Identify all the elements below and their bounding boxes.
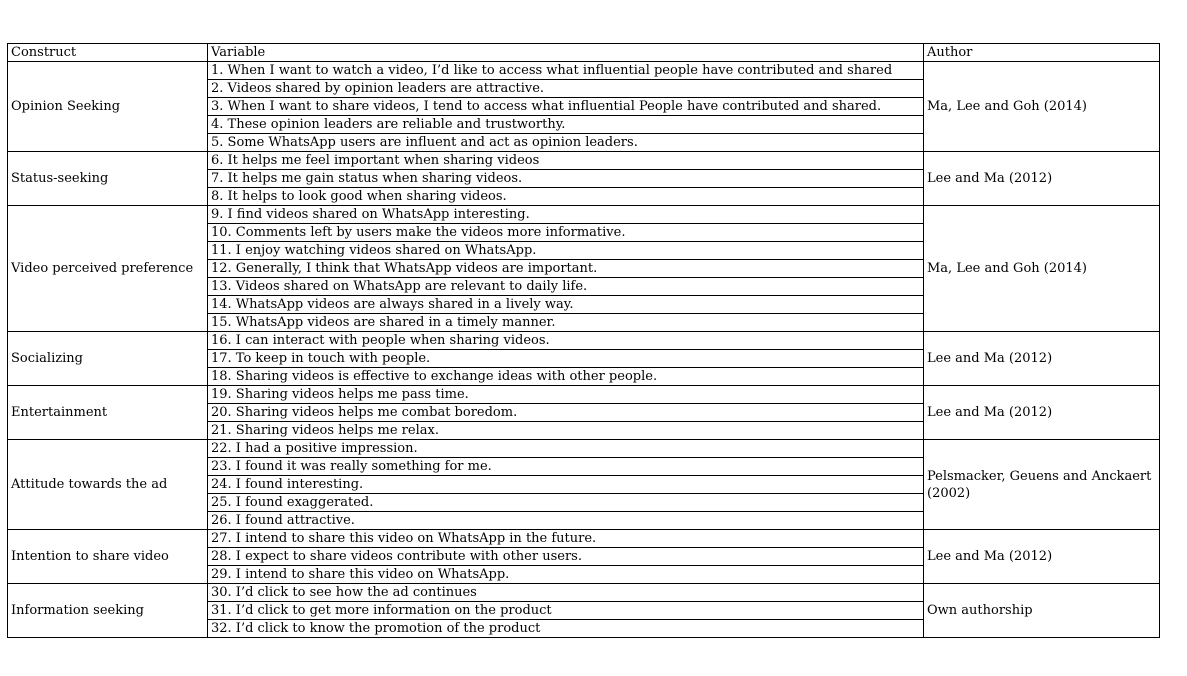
- variable-cell: 15. WhatsApp videos are shared in a timely manner.: [208, 314, 924, 332]
- construct-cell: Intention to share video: [8, 530, 208, 584]
- variable-cell: 25. I found exaggerated.: [208, 494, 924, 512]
- header-variable: Variable: [208, 44, 924, 62]
- variable-cell: 7. It helps me gain status when sharing videos.: [208, 170, 924, 188]
- variable-cell: 28. I expect to share videos contribute with other users.: [208, 548, 924, 566]
- variable-cell: 1. When I want to watch a video, I’d like to access what influential people have contributed and shared: [208, 62, 924, 80]
- variable-cell: 21. Sharing videos helps me relax.: [208, 422, 924, 440]
- variable-cell: 10. Comments left by users make the videos more informative.: [208, 224, 924, 242]
- table-row: [8, 584, 1160, 602]
- constructs-table: [7, 43, 1160, 638]
- table-row: [8, 440, 1160, 458]
- variable-cell: 5. Some WhatsApp users are influent and act as opinion leaders.: [208, 134, 924, 152]
- construct-cell: Video perceived preference: [8, 206, 208, 332]
- variable-cell: 22. I had a positive impression.: [208, 440, 924, 458]
- variable-cell: 16. I can interact with people when sharing videos.: [208, 332, 924, 350]
- table-row: [8, 62, 1160, 80]
- author-cell: Ma, Lee and Goh (2014): [924, 206, 1160, 332]
- variable-cell: 23. I found it was really something for me.: [208, 458, 924, 476]
- table-row: [8, 206, 1160, 224]
- variable-cell: 11. I enjoy watching videos shared on WhatsApp.: [208, 242, 924, 260]
- table-row: [8, 332, 1160, 350]
- variable-cell: 3. When I want to share videos, I tend to access what influential People have contributed and shared.: [208, 98, 924, 116]
- construct-cell: Socializing: [8, 332, 208, 386]
- construct-cell: Opinion Seeking: [8, 62, 208, 152]
- construct-cell: Status-seeking: [8, 152, 208, 206]
- author-cell: Lee and Ma (2012): [924, 530, 1160, 584]
- variable-cell: 14. WhatsApp videos are always shared in a lively way.: [208, 296, 924, 314]
- variable-cell: 2. Videos shared by opinion leaders are attractive.: [208, 80, 924, 98]
- author-cell: Pelsmacker, Geuens and Anckaert (2002): [924, 440, 1160, 530]
- variable-cell: 27. I intend to share this video on WhatsApp in the future.: [208, 530, 924, 548]
- table-row: [8, 530, 1160, 548]
- variable-cell: 13. Videos shared on WhatsApp are relevant to daily life.: [208, 278, 924, 296]
- header-author: Author: [924, 44, 1160, 62]
- variable-cell: 24. I found interesting.: [208, 476, 924, 494]
- variable-cell: 29. I intend to share this video on WhatsApp.: [208, 566, 924, 584]
- construct-cell: Information seeking: [8, 584, 208, 638]
- variable-cell: 17. To keep in touch with people.: [208, 350, 924, 368]
- variable-cell: 26. I found attractive.: [208, 512, 924, 530]
- variable-cell: 12. Generally, I think that WhatsApp videos are important.: [208, 260, 924, 278]
- author-cell: Lee and Ma (2012): [924, 332, 1160, 386]
- variable-cell: 8. It helps to look good when sharing videos.: [208, 188, 924, 206]
- author-cell: Own authorship: [924, 584, 1160, 638]
- header-row: [8, 44, 1160, 62]
- variable-cell: 20. Sharing videos helps me combat boredom.: [208, 404, 924, 422]
- variable-cell: 4. These opinion leaders are reliable and trustworthy.: [208, 116, 924, 134]
- variable-cell: 30. I’d click to see how the ad continues: [208, 584, 924, 602]
- author-cell: Lee and Ma (2012): [924, 386, 1160, 440]
- variable-cell: 19. Sharing videos helps me pass time.: [208, 386, 924, 404]
- construct-cell: Entertainment: [8, 386, 208, 440]
- author-cell: Lee and Ma (2012): [924, 152, 1160, 206]
- table-row: [8, 386, 1160, 404]
- table-row: [8, 152, 1160, 170]
- construct-cell: Attitude towards the ad: [8, 440, 208, 530]
- table-body: [8, 44, 1160, 638]
- variable-cell: 32. I’d click to know the promotion of the product: [208, 620, 924, 638]
- author-cell: Ma, Lee and Goh (2014): [924, 62, 1160, 152]
- variable-cell: 6. It helps me feel important when sharing videos: [208, 152, 924, 170]
- variable-cell: 31. I’d click to get more information on the product: [208, 602, 924, 620]
- constructs-table-container: [7, 43, 1159, 638]
- header-construct: Construct: [8, 44, 208, 62]
- variable-cell: 9. I find videos shared on WhatsApp interesting.: [208, 206, 924, 224]
- variable-cell: 18. Sharing videos is effective to exchange ideas with other people.: [208, 368, 924, 386]
